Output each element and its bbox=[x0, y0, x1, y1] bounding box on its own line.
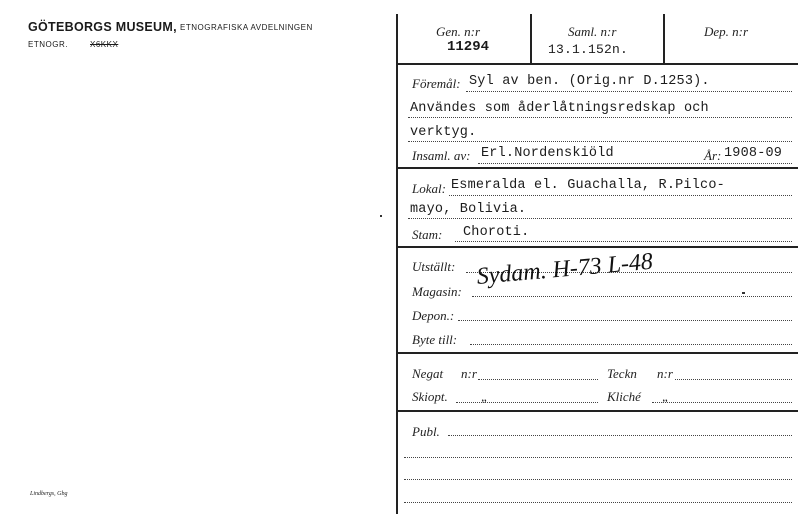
rule-byte bbox=[398, 352, 798, 354]
foremal-rule-2 bbox=[408, 117, 792, 118]
top-divider-2 bbox=[663, 14, 665, 64]
magasin-rule bbox=[472, 296, 792, 297]
lokal-label: Lokal: bbox=[412, 181, 446, 196]
foremal-label: Föremål: bbox=[412, 76, 461, 91]
museum-title: GÖTEBORGS MUSEUM, bbox=[28, 20, 177, 34]
publ-label: Publ. bbox=[412, 424, 440, 439]
foremal-line2: Användes som åderlåtningsredskap och bbox=[410, 101, 709, 116]
publ-rule-2 bbox=[404, 457, 792, 458]
gen-value: 11294 bbox=[447, 39, 490, 55]
department-name: ETNOGRAFISKA AVDELNINGEN bbox=[180, 23, 313, 32]
foremal-rule-1 bbox=[466, 91, 792, 92]
etnogr-label: ETNOGR. bbox=[28, 40, 68, 49]
printer-mark: Lindbergs, Gbg bbox=[30, 491, 68, 497]
skiopt-label: Skiopt. bbox=[412, 389, 448, 404]
foremal-line1: Syl av ben. (Orig.nr D.1253). bbox=[469, 74, 710, 89]
skiopt-rule bbox=[456, 402, 598, 403]
stam-label: Stam: bbox=[412, 227, 443, 242]
card-left-border bbox=[396, 14, 398, 514]
negat-rule bbox=[478, 379, 598, 380]
lokal-line2: mayo, Bolivia. bbox=[410, 202, 527, 217]
speck bbox=[742, 292, 745, 294]
lokal-line1: Esmeralda el. Guachalla, R.Pilco- bbox=[451, 178, 725, 193]
top-divider-1 bbox=[530, 14, 532, 64]
negat-nr: n:r bbox=[461, 366, 477, 381]
byte-rule bbox=[470, 344, 792, 345]
lokal-rule-2 bbox=[408, 218, 792, 219]
saml-value: 13.1.152n. bbox=[548, 42, 629, 57]
insaml-rule bbox=[478, 163, 792, 164]
negat-label: Negat bbox=[412, 366, 444, 381]
teckn-label: Teckn bbox=[607, 366, 637, 381]
publ-rule-4 bbox=[404, 502, 792, 503]
ar-value: 1908-09 bbox=[724, 146, 783, 161]
teckn-nr: n:r bbox=[657, 366, 673, 381]
publ-rule-3 bbox=[404, 479, 792, 480]
saml-label: Saml. n:r bbox=[568, 24, 617, 39]
foremal-rule-3 bbox=[408, 141, 792, 142]
kliche-label: Kliché bbox=[607, 389, 641, 404]
etnogr-value: X6KKX bbox=[90, 40, 119, 49]
rule-insaml bbox=[398, 167, 798, 169]
gen-label: Gen. n:r bbox=[436, 24, 481, 39]
byte-label: Byte till: bbox=[412, 332, 458, 347]
skiopt-ditto: „ bbox=[481, 389, 489, 404]
magasin-label: Magasin: bbox=[412, 284, 462, 299]
insaml-label: Insaml. av: bbox=[412, 148, 471, 163]
rule-stam bbox=[398, 246, 798, 248]
stam-rule bbox=[455, 241, 792, 242]
foremal-line3: verktyg. bbox=[410, 125, 477, 140]
kliche-ditto: „ bbox=[662, 389, 670, 404]
utstallt-label: Utställt: bbox=[412, 259, 456, 274]
dep-label: Dep. n:r bbox=[704, 24, 749, 39]
rule-top bbox=[398, 63, 798, 65]
kliche-rule bbox=[652, 402, 792, 403]
magasin-value: Sydam. H-73 L-48 bbox=[475, 248, 654, 291]
stam-value: Choroti. bbox=[463, 225, 530, 240]
depon-label: Depon.: bbox=[412, 308, 455, 323]
publ-rule-1 bbox=[448, 435, 792, 436]
teckn-rule bbox=[675, 379, 792, 380]
insaml-value: Erl.Nordenskiöld bbox=[481, 146, 614, 161]
rule-skiopt bbox=[398, 410, 798, 412]
depon-rule bbox=[458, 320, 792, 321]
lokal-rule-1 bbox=[449, 195, 792, 196]
speck bbox=[380, 215, 382, 217]
ar-label: År: bbox=[704, 148, 722, 163]
